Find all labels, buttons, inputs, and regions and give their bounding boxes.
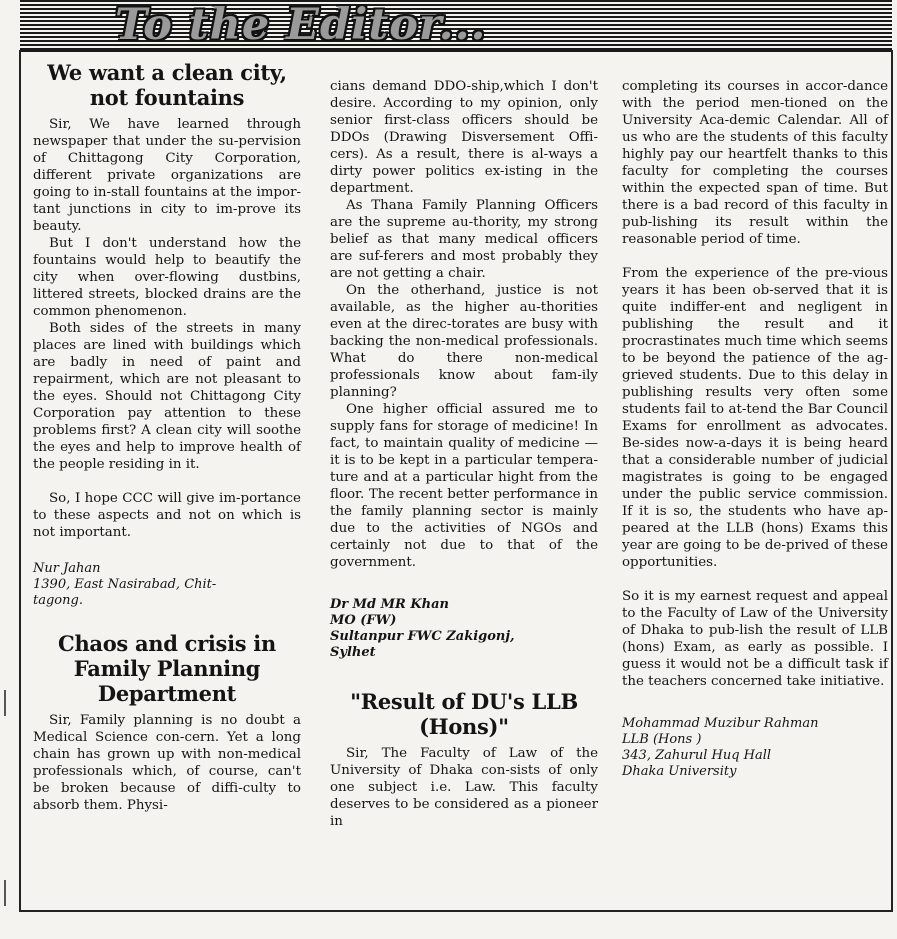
signature-title: MO (FW) <box>330 613 397 628</box>
letter-family-planning <box>33 631 301 813</box>
paragraph: completing its courses in accor-dance with the period men-tioned on the University Aca-demic Calendar. All of us who are the students of this faculty highly pay our heartfelt thanks to this faculty for completing the courses within the expected span of time. But there is a bad record of this faculty in pub-lishing its result within the reasonable period of time. <box>622 79 888 247</box>
paragraph: From the experience of the pre-vious years it has been ob-served that it is quite indiffer-ent and negligent in publishing the result and it procrastinates much time which seems to be beyond the patience of the ag-grieved students. Due to this delay in publishing results very often some students fail to at-tend the Bar Council Exams for enrollment as advocates. Be-sides now-a-days it is being heard that a considerable number of judicial magistrates is going to be engaged under the public service commission. If it is so, the students who have ap-peared at the LLB (hons) Exams this year are going to be de-prived of these opportunities. <box>622 266 888 570</box>
signature-address: 1390, East Nasirabad, Chit- <box>33 577 217 592</box>
letter-clean-city <box>33 60 301 609</box>
margin-mark <box>4 880 6 906</box>
section-title: To the Editor... <box>115 0 487 50</box>
letter-signature <box>622 716 888 780</box>
letter-body-part2 <box>622 78 888 690</box>
paragraph: So it is my earnest request and appeal to the Faculty of Law of the University of Dhaka to pub-lish the result of LLB (hons) Exam, as early as possible. I guess it would not be a difficult task if the teachers concerned take initiative. <box>622 589 888 689</box>
headline-line: not fountains <box>89 85 245 110</box>
letter-headline <box>330 689 598 739</box>
headline-line: "Result of DU's LLB <box>350 689 578 714</box>
column-1 <box>33 60 301 813</box>
signature-name: Nur Jahan <box>33 561 101 576</box>
signature-address: tagong. <box>33 593 83 608</box>
signature-address: 343, Zahurul Huq Hall <box>622 748 772 763</box>
column-2 <box>330 78 598 830</box>
signature-address: Dhaka University <box>622 764 737 779</box>
paragraph: But I don't understand how the fountains would help to beautify the city when over-flowing dustbins, littered streets, blocked drains are the common phenomenon. <box>33 236 301 319</box>
bottom-border-rule <box>19 910 893 912</box>
headline-line: Chaos and crisis in <box>58 631 276 656</box>
letter-body-part1 <box>33 712 301 813</box>
right-border-rule <box>891 50 893 912</box>
headline-line: We want a clean city, <box>47 60 287 85</box>
left-border-rule <box>19 50 21 912</box>
paragraph: Both sides of the streets in many places are lined with buildings which are badly in need of paint and repairment, which are not pleasant to the eyes. Should not Chittagong City Corporation pay attention to these problems first? A clean city will soothe the eyes and help to improve health of the people residing in it. <box>33 321 301 472</box>
letter-llb-result <box>330 689 598 830</box>
column-3 <box>622 78 888 780</box>
paragraph: On the otherhand, justice is not available, as the higher au-thorities even at the direc-torates are busy with backing the non-medical professionals. What do there non-medical professionals know about fam-ily planning? <box>330 283 598 400</box>
paragraph: So, I hope CCC will give im-portance to these aspects and not on which is not important. <box>33 491 301 540</box>
letter-body-part2 <box>330 78 598 571</box>
margin-mark <box>4 690 6 716</box>
signature-name: Mohammad Muzibur Rahman <box>622 716 819 731</box>
letter-body <box>33 116 301 541</box>
headline-line: Department <box>97 681 237 706</box>
letter-signature <box>33 561 301 609</box>
paragraph: cians demand DDO-ship,which I don't desire. According to my opinion, only senior first-class officers should be DDOs (Drawing Disversement Offi-cers). As a result, there is al-ways a dirty power politics ex-isting in the department. <box>330 79 598 196</box>
letter-headline <box>33 60 301 110</box>
letter-body-part1 <box>330 745 598 830</box>
headline-line: (Hons)" <box>419 714 509 739</box>
letter-signature <box>330 597 598 661</box>
paragraph: Sir, We have learned through newspaper that under the su-pervision of Chittagong City Corporation, different private organizations are going to in-stall fountains at the impor-tant junctions in city to im-prove its beauty. <box>33 117 301 234</box>
letter-headline <box>33 631 301 706</box>
signature-name: Dr Md MR Khan <box>330 597 449 612</box>
paragraph: Sir, The Faculty of Law of the University of Dhaka con-sists of only one subject i.e. Law. This faculty deserves to be considered as a pioneer in <box>330 746 598 829</box>
section-header <box>20 0 892 52</box>
paragraph: As Thana Family Planning Officers are the supreme au-thority, my strong belief as that many medical officers are suf-ferers and most probably they are not getting a chair. <box>330 198 598 281</box>
paragraph: One higher official assured me to supply fans for storage of medicine! In fact, to maintain quality of medicine — it is to be kept in a particular tempera-ture and at a particular hight from the floor. The recent better performance in the family planning sector is mainly due to the activities of NGOs and certainly not due to that of the government. <box>330 402 598 570</box>
headline-line: Family Planning <box>73 656 261 681</box>
paragraph: Sir, Family planning is no doubt a Medical Science con-cern. Yet a long chain has grown up with non-medical professionals which, of course, can't be broken because of diffi-culty to absorb them. Physi- <box>33 713 301 813</box>
signature-address: Sultanpur FWC Zakigonj, <box>330 629 515 644</box>
signature-address: Sylhet <box>330 645 376 660</box>
signature-title: LLB (Hons ) <box>622 732 702 747</box>
